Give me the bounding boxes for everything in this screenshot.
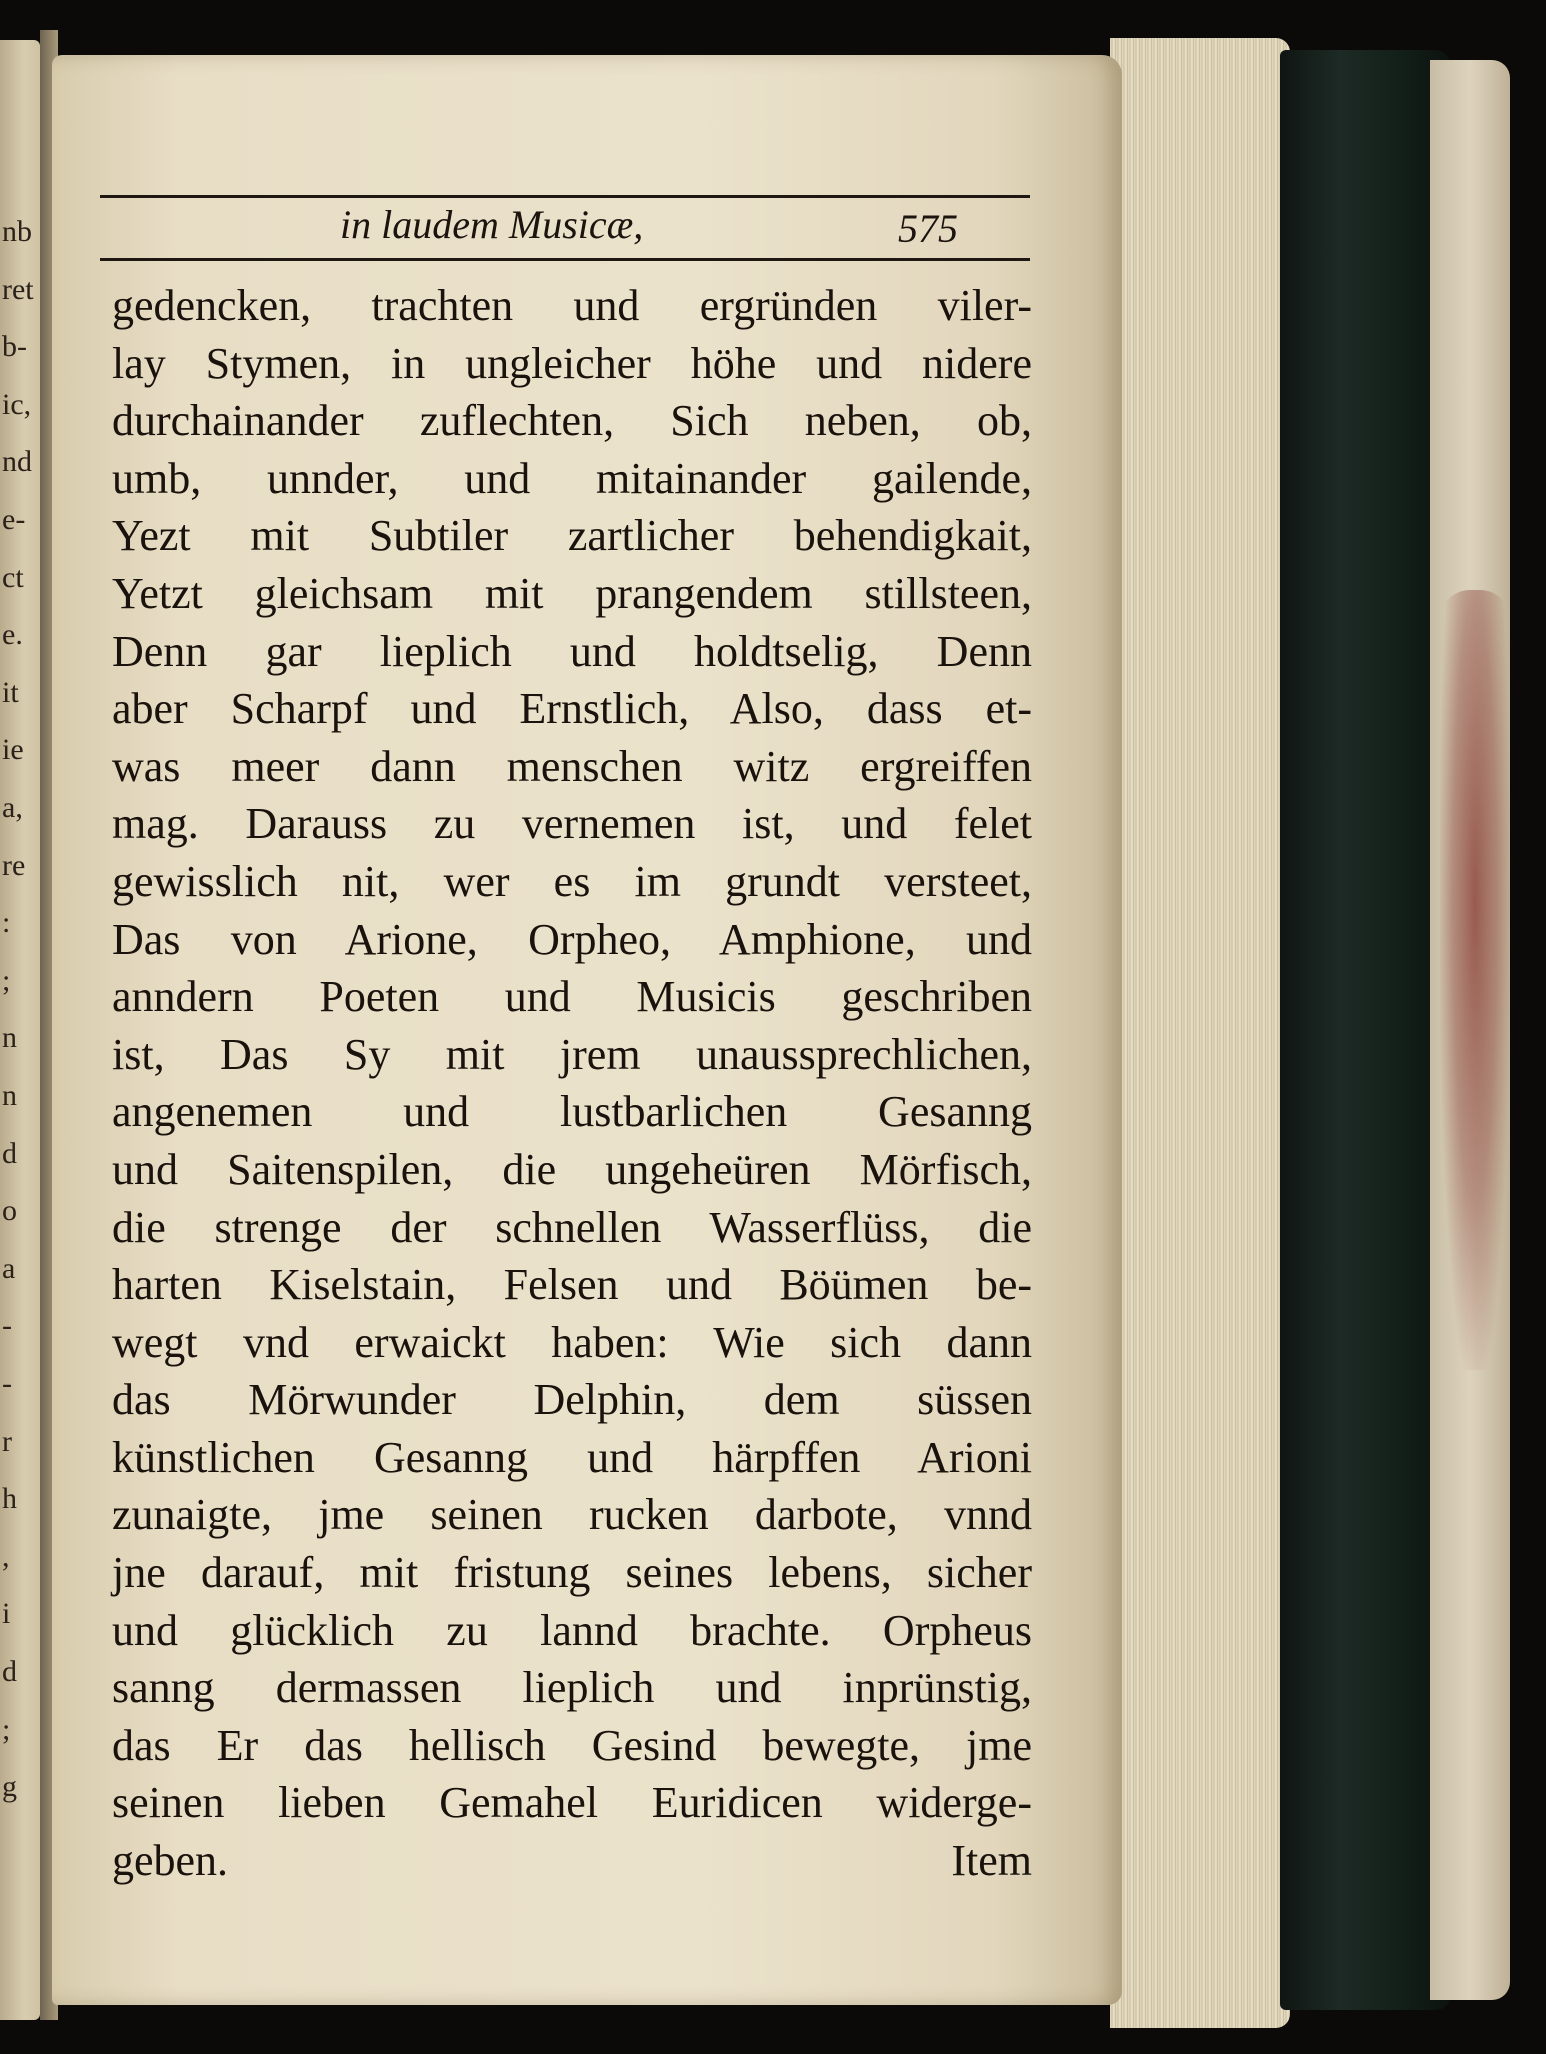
left-page-fragment: - (2, 1367, 12, 1400)
left-page-fragment: r (2, 1424, 12, 1458)
text-line: was meer dann menschen witz ergreiffen (112, 741, 1032, 791)
left-page-fragment: re (2, 848, 26, 882)
text-line: gedencken, trachten und ergründen viler- (112, 281, 1032, 330)
text-line: anndern Poeten und Musicis geschriben (112, 972, 1032, 1022)
page-block-edges (1110, 38, 1290, 2028)
body-text (112, 277, 1032, 1890)
left-page-fragment: b- (2, 330, 27, 364)
text-line: sanng dermassen lieplich und inprünstig, (112, 1663, 1032, 1713)
text-line: Denn gar lieplich und holdtselig, Denn (112, 626, 1032, 676)
left-page-fragment: it (2, 675, 19, 709)
left-page-edge (0, 40, 40, 2020)
text-line: zunaigte, jme seinen rucken darbote, vnnd (112, 1490, 1032, 1540)
red-stain (1440, 590, 1510, 1370)
left-page-fragment: - (2, 1309, 12, 1343)
left-page-fragment: d (2, 1655, 17, 1688)
book-cover (1280, 50, 1450, 2010)
left-page-fragment: ct (2, 560, 24, 594)
text-line: durchainander zuflechten, Sich neben, ob, (112, 396, 1032, 446)
text-line: Yezt mit Subtiler zartlicher behendigkait, (112, 511, 1032, 561)
left-page-fragment: d (2, 1136, 17, 1170)
text-line: das Mörwunder Delphin, dem süssen (112, 1375, 1032, 1425)
text-line: Das von Arione, Orpheo, Amphione, und (112, 914, 1032, 964)
left-page-fragment: n (2, 1021, 17, 1055)
text-line: Yetzt gleichsam mit prangendem stillsteen, (112, 568, 1032, 618)
text-line: gewisslich nit, wer es im grundt versteet, (112, 856, 1032, 906)
left-page-fragment: a (2, 1251, 16, 1285)
left-page-fragment: nd (2, 445, 32, 479)
text-line: mag. Darauss zu vernemen ist, und felet (112, 799, 1032, 849)
page-number: 575 (898, 206, 958, 251)
bottom-rule (100, 258, 1030, 261)
running-head (100, 195, 1030, 265)
left-page-fragment: ie (2, 733, 24, 767)
text-line: wegt vnd erwaickt haben: Wie sich dann (112, 1317, 1032, 1367)
left-page-fragment: h (2, 1482, 17, 1516)
left-page-fragment: : (2, 906, 11, 940)
left-page-fragment: ; (2, 1712, 11, 1746)
text-line: aber Scharpf und Ernstlich, Also, dass et- (112, 684, 1032, 734)
text-line: und Saitenspilen, die ungeheüren Mörfisch, (112, 1144, 1032, 1194)
top-rule (100, 195, 1030, 198)
left-page-fragment: i (2, 1597, 11, 1631)
text-line: und glücklich zu lannd brachte. Orpheus (112, 1605, 1032, 1655)
left-page-fragment: e. (2, 618, 23, 652)
left-page-fragment: n (2, 1079, 17, 1112)
text-line: ist, Das Sy mit jrem unaussprechlichen, (112, 1029, 1032, 1079)
text-line: jne darauf, mit fristung seines lebens, sicher (112, 1548, 1032, 1598)
left-page-fragment: a, (2, 791, 23, 824)
running-head-title: in laudem Musicæ, (340, 202, 644, 247)
text-line: seinen lieben Gemahel Euridicen widerge- (112, 1778, 1032, 1828)
text-line: die strenge der schnellen Wasserflüss, die (112, 1202, 1032, 1252)
left-page-fragment: , (2, 1539, 10, 1573)
left-page-fragment: o (2, 1194, 17, 1228)
text-line: künstlichen Gesanng und härpffen Arioni (112, 1432, 1032, 1482)
text-line: lay Stymen, in ungleicher höhe und nidere (112, 338, 1032, 388)
text-line: angenemen und lustbarlichen Gesanng (112, 1087, 1032, 1137)
left-page-fragment: e- (2, 503, 26, 536)
left-page-fragment: ret (2, 272, 34, 306)
left-page-fragment: g (2, 1770, 17, 1804)
text-line: das Er das hellisch Gesind bewegte, jme (112, 1720, 1032, 1770)
right-page (52, 55, 1122, 2005)
left-page-fragment: ; (2, 963, 11, 997)
text-line: geben. Item (112, 1836, 1032, 1886)
left-page-fragment: nb (2, 215, 32, 248)
text-line: harten Kiselstain, Felsen und Böümen be- (112, 1260, 1032, 1310)
text-line: umb, unnder, und mitainander gailende, (112, 453, 1032, 503)
left-page-fragment: ic, (2, 387, 32, 421)
